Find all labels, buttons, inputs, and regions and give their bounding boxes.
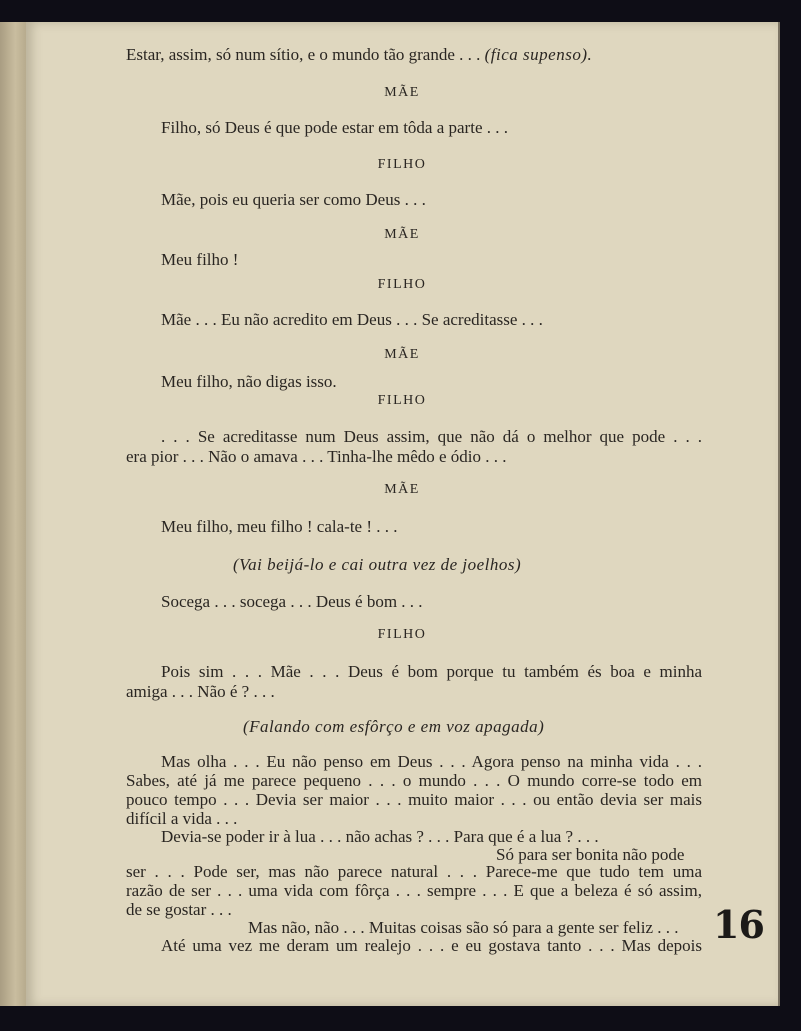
text-line xyxy=(126,45,592,65)
text-segment: Estar, assim, só num sítio, e o mundo tão grande . . . xyxy=(126,45,481,64)
dialogue-line: Pois sim . . . Mãe . . . Deus é bom porque tu também és boa e minha xyxy=(161,662,702,681)
dialogue-line: difícil a vida . . . xyxy=(126,809,238,828)
dialogue-line: amiga . . . Não é ? . . . xyxy=(126,682,275,701)
stage-direction: (Vai beijá-lo e cai outra vez de joelhos) xyxy=(233,555,522,574)
dialogue-line: Mãe, pois eu queria ser como Deus . . . xyxy=(161,190,426,209)
speaker-label: MÃE xyxy=(384,482,420,497)
dialogue-line: Só para ser bonita não pode xyxy=(496,845,685,864)
speaker-label: MÃE xyxy=(384,227,420,242)
speaker-label: FILHO xyxy=(377,277,427,292)
dialogue-line: Socega . . . socega . . . Deus é bom . . . xyxy=(161,592,423,611)
speaker-label: FILHO xyxy=(377,157,427,172)
speaker-label: MÃE xyxy=(384,347,420,362)
page-number: 16 xyxy=(713,902,764,947)
speaker-label: FILHO xyxy=(377,393,427,408)
dialogue-line: de se gostar . . . xyxy=(126,900,232,919)
dialogue-line: razão de ser . . . uma vida com fôrça . . . sempre . . . E que a beleza é só assim, xyxy=(126,881,702,900)
dialogue-line: Até uma vez me deram um realejo . . . e eu gostava tanto . . . Mas depois xyxy=(161,936,702,955)
dialogue-line: era pior . . . Não o amava . . . Tinha-lhe mêdo e ódio . . . xyxy=(126,447,507,466)
dialogue-line: Mãe . . . Eu não acredito em Deus . . . Se acreditasse . . . xyxy=(161,310,543,329)
dialogue-line: Meu filho ! xyxy=(161,250,239,269)
dialogue-line: . . . Se acreditasse num Deus assim, que não dá o melhor que pode . . . xyxy=(161,427,702,446)
speaker-label: MÃE xyxy=(384,85,420,100)
speaker-label: FILHO xyxy=(377,627,427,642)
stage-direction: (Falando com esfôrço e em voz apagada) xyxy=(243,717,545,736)
stage-direction: (fica supenso). xyxy=(484,45,593,64)
dialogue-line: Sabes, até já me parece pequeno . . . o mundo . . . O mundo corre-se todo em xyxy=(126,771,702,790)
dialogue-line: pouco tempo . . . Devia ser maior . . . muito maior . . . ou então devia ser mais xyxy=(126,790,702,809)
page-edge xyxy=(778,22,780,1006)
dialogue-line: Mas não, não . . . Muitas coisas são só para a gente ser feliz . . . xyxy=(248,918,679,937)
dialogue-line: Mas olha . . . Eu não penso em Deus . . . Agora penso na minha vida . . . xyxy=(161,752,702,771)
dialogue-line: Filho, só Deus é que pode estar em tôda a parte . . . xyxy=(161,118,508,137)
dialogue-line: Meu filho, não digas isso. xyxy=(161,372,337,391)
dialogue-line: ser . . . Pode ser, mas não parece natural . . . Parece-me que tudo tem uma xyxy=(126,862,702,881)
dialogue-line: Devia-se poder ir à lua . . . não achas ? . . . Para que é a lua ? . . . xyxy=(161,827,599,846)
dialogue-line: Meu filho, meu filho ! cala-te ! . . . xyxy=(161,517,398,536)
